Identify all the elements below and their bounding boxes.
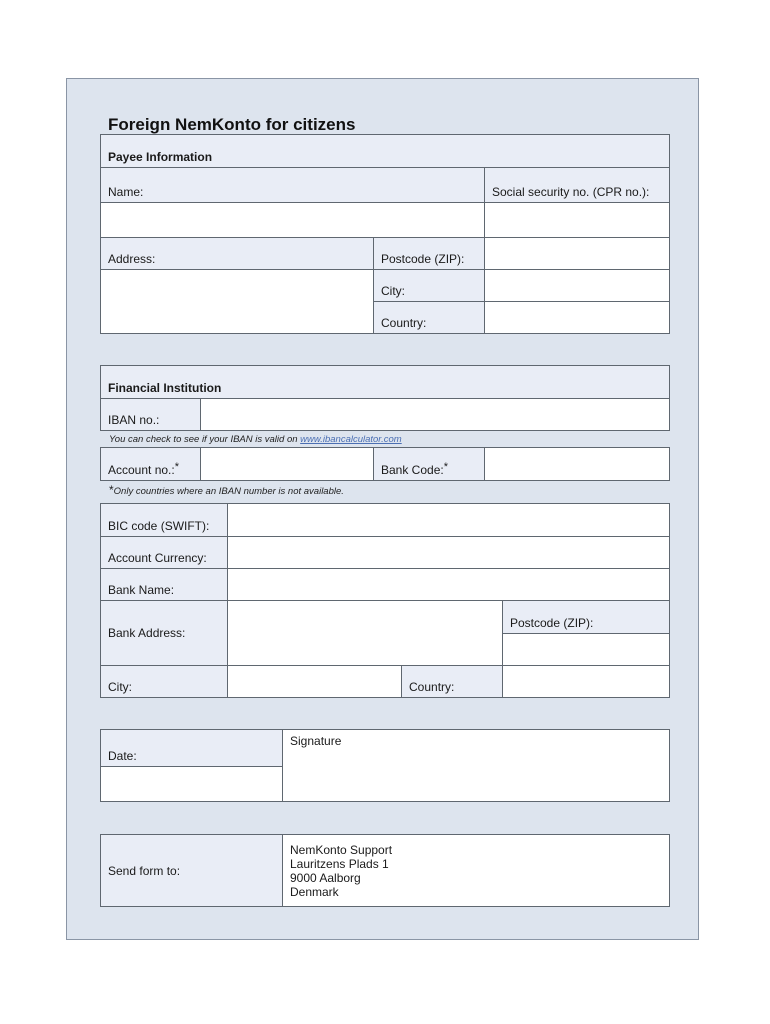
footnote-text: Only countries where an IBAN number is not available. (113, 486, 344, 497)
bank-country-label: Country: (401, 665, 503, 698)
currency-field[interactable] (227, 536, 670, 569)
cpr-field[interactable] (484, 202, 670, 238)
bic-field[interactable] (227, 503, 670, 537)
date-field[interactable] (100, 766, 283, 802)
footnote (109, 483, 344, 497)
account-asterisk: * (174, 461, 179, 473)
iban-note-text: You can check to see if your IBAN is valid on (109, 434, 301, 445)
city-field[interactable] (484, 269, 670, 302)
bic-label: BIC code (SWIFT): (100, 503, 228, 537)
postcode-field[interactable] (484, 237, 670, 270)
bank-code-label-text: Bank Code: (381, 463, 444, 477)
bank-name-label: Bank Name: (100, 568, 228, 601)
send-address-line: Denmark (290, 885, 339, 899)
bank-address-label: Bank Address: (100, 600, 228, 666)
signature-label: Signature (290, 734, 342, 748)
bank-postcode-field[interactable] (502, 633, 670, 666)
account-field[interactable] (200, 447, 374, 481)
cpr-label: Social security no. (CPR no.): (484, 167, 670, 203)
send-address-line: Lauritzens Plads 1 (290, 857, 389, 871)
iban-field[interactable] (200, 398, 670, 431)
payee-heading: Payee Information (100, 134, 670, 168)
address-field[interactable] (100, 269, 374, 334)
currency-label: Account Currency: (100, 536, 228, 569)
postcode-label: Postcode (ZIP): (373, 237, 485, 270)
signature-field[interactable] (282, 729, 670, 802)
bank-address-field[interactable] (227, 600, 503, 666)
footnote-asterisk: * (109, 483, 114, 497)
account-label (100, 447, 201, 481)
bank-code-field[interactable] (484, 447, 670, 481)
bank-city-field[interactable] (227, 665, 402, 698)
page-title: Foreign NemKonto for citizens (108, 115, 356, 134)
financial-heading: Financial Institution (100, 365, 670, 399)
bank-code-asterisk: * (443, 461, 448, 473)
date-label: Date: (100, 729, 283, 767)
send-address (282, 834, 670, 907)
send-address-line: 9000 Aalborg (290, 871, 361, 885)
send-address-line: NemKonto Support (290, 843, 393, 857)
send-label: Send form to: (100, 834, 283, 907)
bank-city-label: City: (100, 665, 228, 698)
name-label: Name: (100, 167, 485, 203)
bank-code-label (373, 447, 485, 481)
bank-country-field[interactable] (502, 665, 670, 698)
city-label: City: (373, 269, 485, 302)
iban-note (109, 434, 402, 445)
country-field[interactable] (484, 301, 670, 334)
iban-calculator-link[interactable]: www.ibancalculator.com (300, 434, 402, 445)
address-label: Address: (100, 237, 374, 270)
country-label: Country: (373, 301, 485, 334)
bank-postcode-label: Postcode (ZIP): (502, 600, 670, 634)
iban-label: IBAN no.: (100, 398, 201, 431)
name-field[interactable] (100, 202, 485, 238)
account-label-text: Account no.: (108, 463, 175, 477)
bank-name-field[interactable] (227, 568, 670, 601)
